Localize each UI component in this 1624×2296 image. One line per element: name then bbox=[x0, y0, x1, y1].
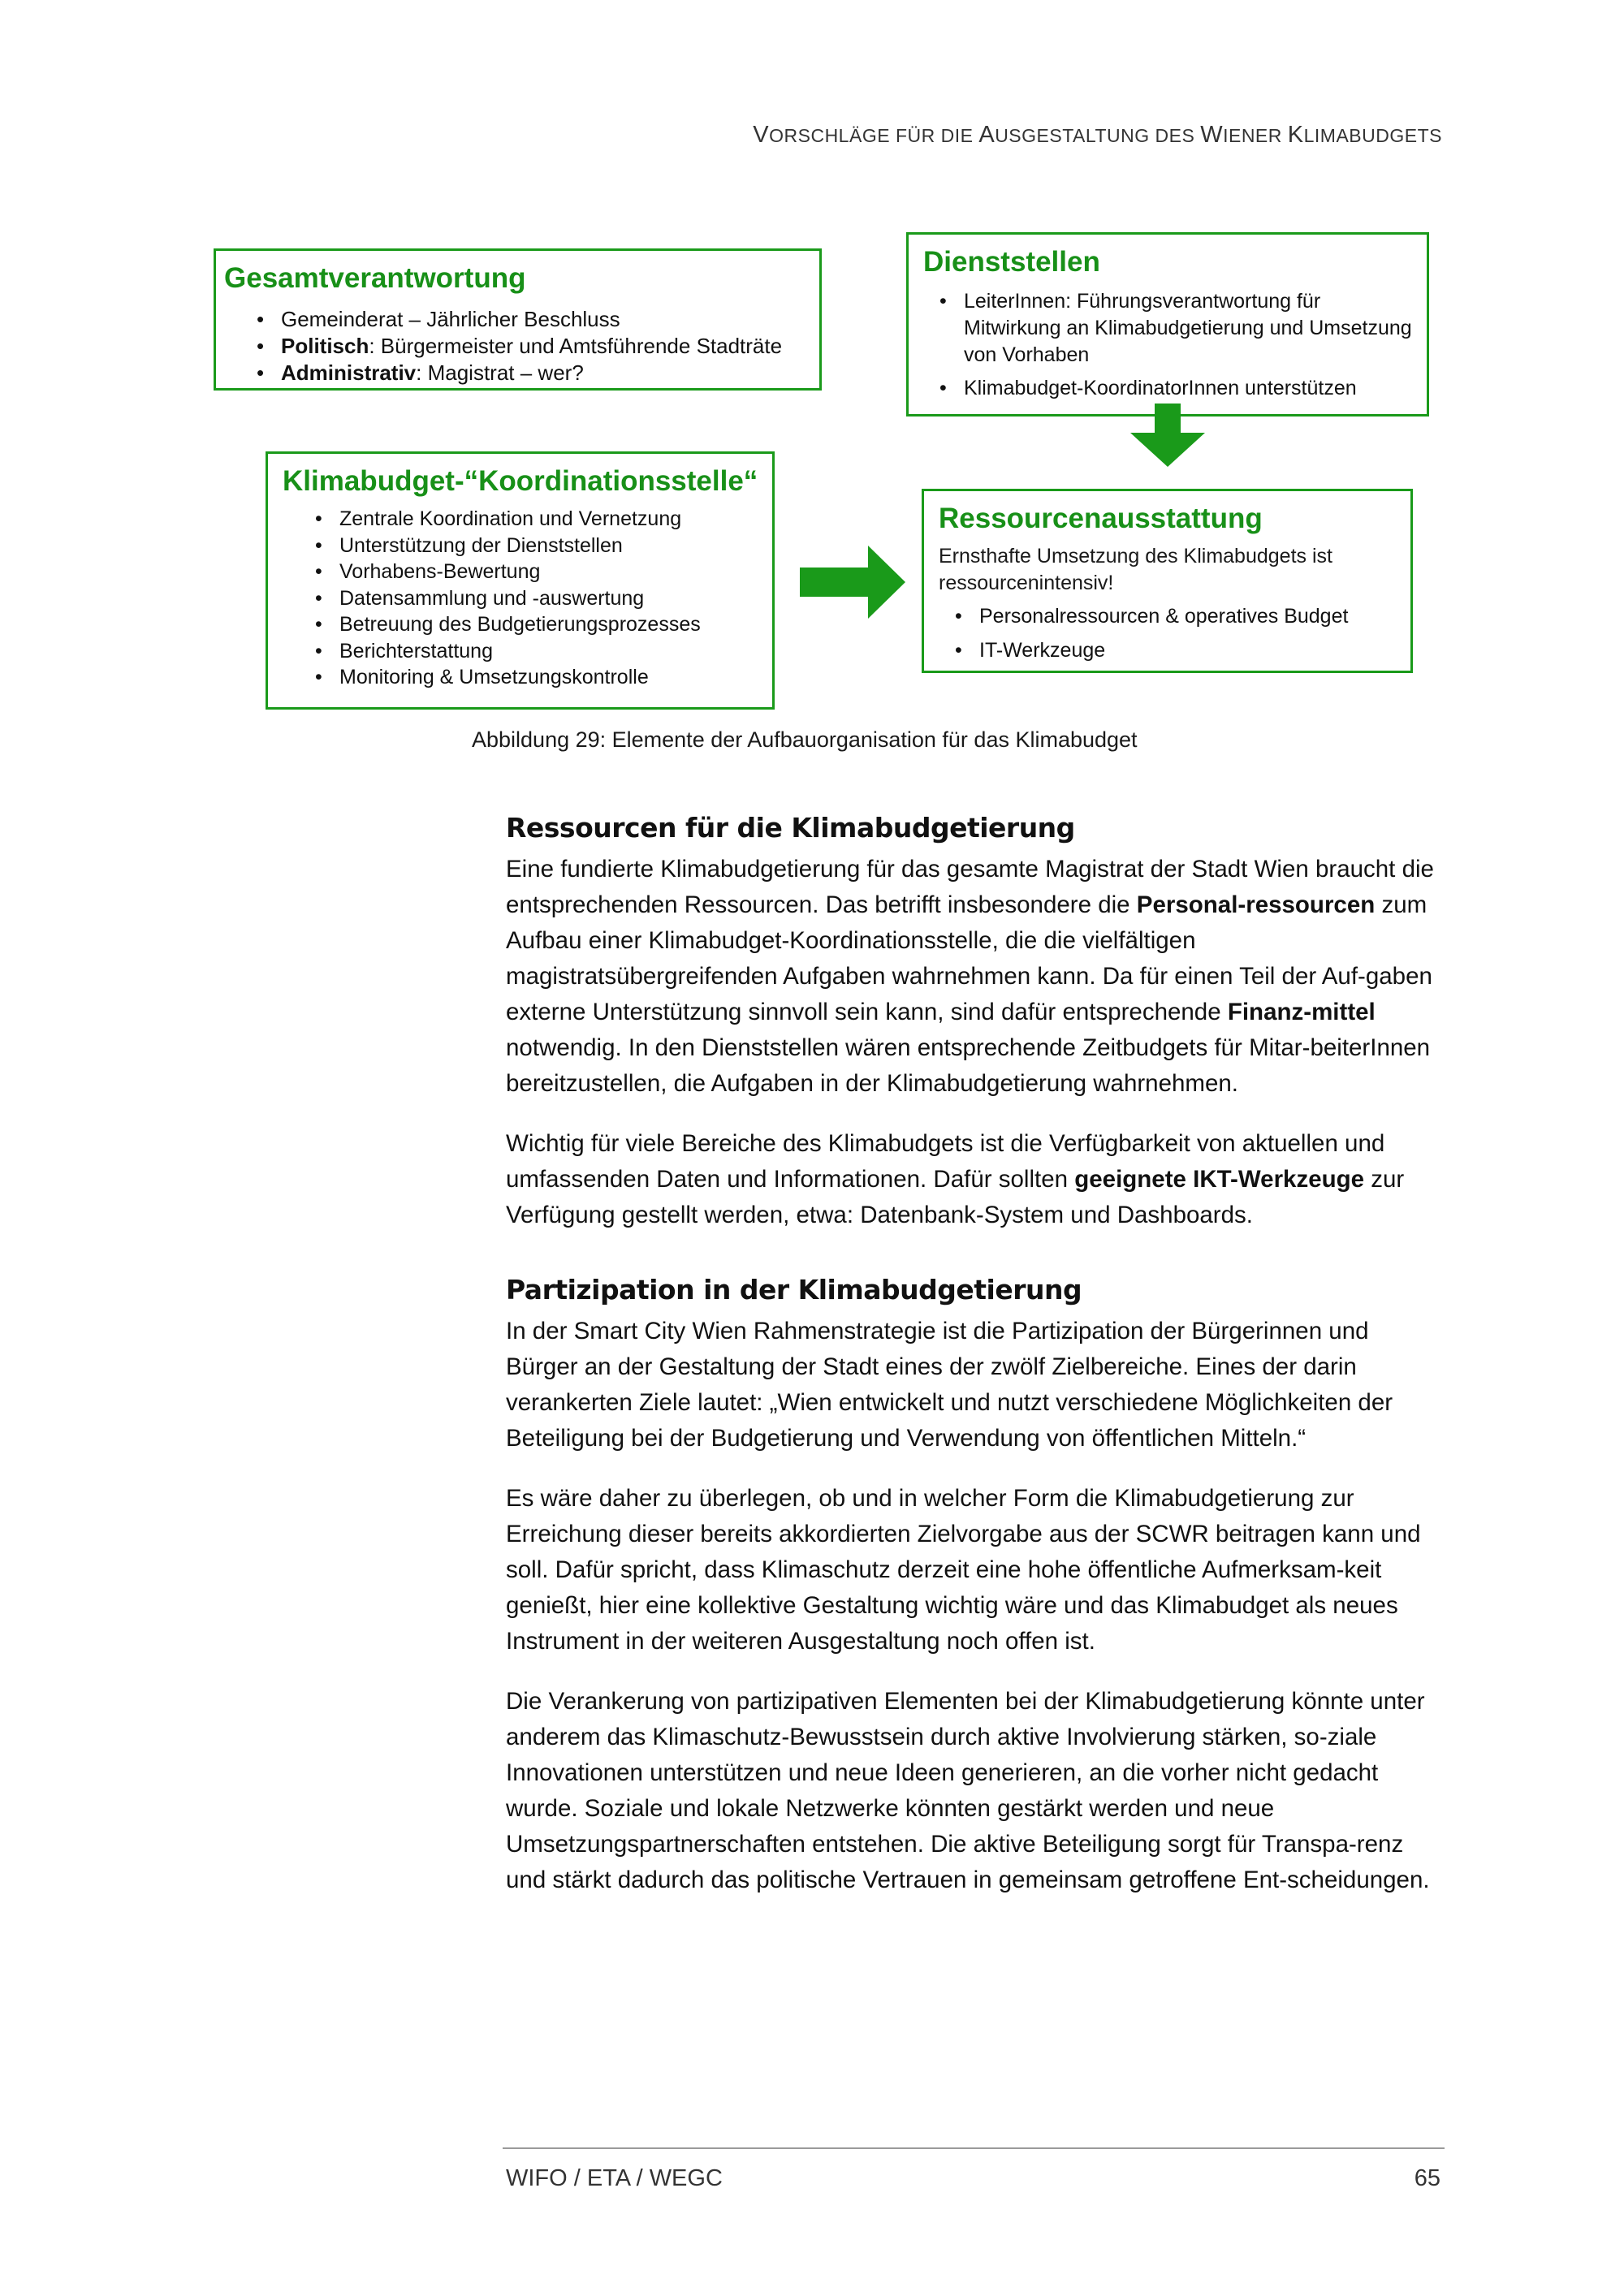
ressourcenausstattung-box bbox=[922, 489, 1413, 673]
list-item: • Zentrale Koordination und Vernetzung bbox=[315, 506, 764, 533]
koordinationsstelle-title: Klimabudget-“Koordinationsstelle“ bbox=[283, 465, 758, 497]
section-heading: Ressourcen für die Klimabudgetierung bbox=[506, 812, 1075, 844]
arrow-right-icon bbox=[800, 546, 905, 619]
section-ressourcen bbox=[506, 812, 1440, 1233]
gesamtverantwortung-list bbox=[224, 306, 811, 386]
paragraph: Die Verankerung von partizipativen Elementen bei der Klimabudgetierung könnte unter anderem das Klimaschutz-Bewusstsein durch aktive Involvierung stärken, so-ziale Innovationen unterstützen und neue Ideen generieren, an die vorher nicht gedacht wurde. Soziale und lokale Netzwerke könnten gestärkt werden und neue Umsetzungspartnerschaften entstehen. Die aktive Beteiligung sorgt für Transpa-renz und stärkt dadurch das politische Vertrauen in gemeinsam getroffene Ent-scheidungen. bbox=[506, 1688, 1430, 1893]
paragraph: Wichtig für viele Bereiche des Klimabudgets ist die Verfügbarkeit von aktuellen und umfassenden Daten und Informationen. Dafür sollten geeignete IKT-Werkzeuge zur Verfügung gestellt werden, etwa: Datenbank-System und Dashboards. bbox=[506, 1130, 1405, 1228]
list-item: • Betreuung des Budgetierungsprozesses bbox=[315, 611, 764, 638]
paragraph: Es wäre daher zu überlegen, ob und in welcher Form die Klimabudgetierung zur Erreichung dieser bereits akkordierten Zielvorgabe aus der SCWR beitragen kann und soll. Dafür spricht, dass Klimaschutz derzeit eine hohe öffentliche Aufmerksam-keit genießt, hier eine kollektive Gestaltung wichtig wäre und das Klimabudget als neues Instrument in der weiteren Ausgestaltung noch offen ist. bbox=[506, 1485, 1421, 1655]
list-item: • Vorhabens-Bewertung bbox=[315, 559, 764, 585]
footer-divider bbox=[503, 2147, 1445, 2149]
section-partizipation bbox=[506, 1274, 1440, 1898]
list-item: • Personalressourcen & operatives Budget bbox=[955, 603, 1401, 630]
paragraph: Eine fundierte Klimabudgetierung für das gesamte Magistrat der Stadt Wien braucht die entsprechenden Ressourcen. Das betrifft insbesondere die Personal-ressourcen zum Aufbau einer Klimabudget-Koordinationsstelle, die die vielfältigen magistratsübergreifenden Aufgaben wahrnehmen kann. Da für einen Teil der Auf-gaben externe Unterstützung sinnvoll sein kann, sind dafür entsprechende Finanz-mittel notwendig. In den Dienststellen wären entsprechende Zeitbudgets für Mitar-beiterInnen bereitzustellen, die Aufgaben in der Klimabudgetierung wahrnehmen. bbox=[506, 856, 1434, 1097]
running-header: VORSCHLÄGE FÜR DIE AUSGESTALTUNG DES WIENER KLIMABUDGETS bbox=[753, 122, 1442, 148]
gesamtverantwortung-box bbox=[214, 248, 822, 391]
dienststellen-box bbox=[906, 232, 1429, 416]
list-item: • Administrativ: Magistrat – wer? bbox=[257, 360, 811, 386]
ressourcenausstattung-list bbox=[939, 603, 1401, 664]
gesamtverantwortung-title: Gesamtverantwortung bbox=[224, 262, 526, 294]
figure-caption: Abbildung 29: Elemente der Aufbauorganisation für das Klimabudget bbox=[472, 727, 1138, 752]
list-item: • Berichterstattung bbox=[315, 638, 764, 665]
page-number: 65 bbox=[1414, 2165, 1440, 2191]
arrow-down-icon bbox=[1130, 404, 1205, 467]
list-item: • Klimabudget-KoordinatorInnen unterstützen bbox=[939, 375, 1417, 402]
ressourcenausstattung-title: Ressourcenausstattung bbox=[939, 503, 1263, 534]
footer-institutions: WIFO / ETA / WEGC bbox=[506, 2165, 723, 2191]
koordinationsstelle-list bbox=[283, 506, 764, 691]
list-item: • Unterstützung der Dienststellen bbox=[315, 533, 764, 559]
dienststellen-list bbox=[923, 288, 1417, 402]
paragraph: In der Smart City Wien Rahmenstrategie ist die Partizipation der Bürgerinnen und Bürger an der Gestaltung der Stadt eines der zwölf Zielbereiche. Eines der darin verankerten Ziele lautet: „Wien entwickelt und nutzt verschiedene Möglichkeiten der Beteiligung bei der Budgetierung und Verwendung von öffentlichen Mitteln.“ bbox=[506, 1318, 1393, 1452]
section-heading: Partizipation in der Klimabudgetierung bbox=[506, 1274, 1082, 1306]
koordinationsstelle-box bbox=[266, 451, 775, 710]
list-item: • Datensammlung und -auswertung bbox=[315, 585, 764, 612]
list-item: • Monitoring & Umsetzungskontrolle bbox=[315, 664, 764, 691]
list-item: • Politisch: Bürgermeister und Amtsführende Stadträte bbox=[257, 333, 811, 360]
list-item: • IT-Werkzeuge bbox=[955, 637, 1401, 664]
dienststellen-title: Dienststellen bbox=[923, 246, 1100, 278]
main-content bbox=[506, 812, 1440, 1898]
list-item: • Gemeinderat – Jährlicher Beschluss bbox=[257, 306, 811, 333]
list-item: • LeiterInnen: Führungsverantwortung für Mitwirkung an Klimabudgetierung und Umsetzung von Vorhaben bbox=[939, 288, 1417, 369]
ressourcenausstattung-intro: Ernsthafte Umsetzung des Klimabudgets ist ressourcenintensiv! bbox=[939, 545, 1332, 594]
